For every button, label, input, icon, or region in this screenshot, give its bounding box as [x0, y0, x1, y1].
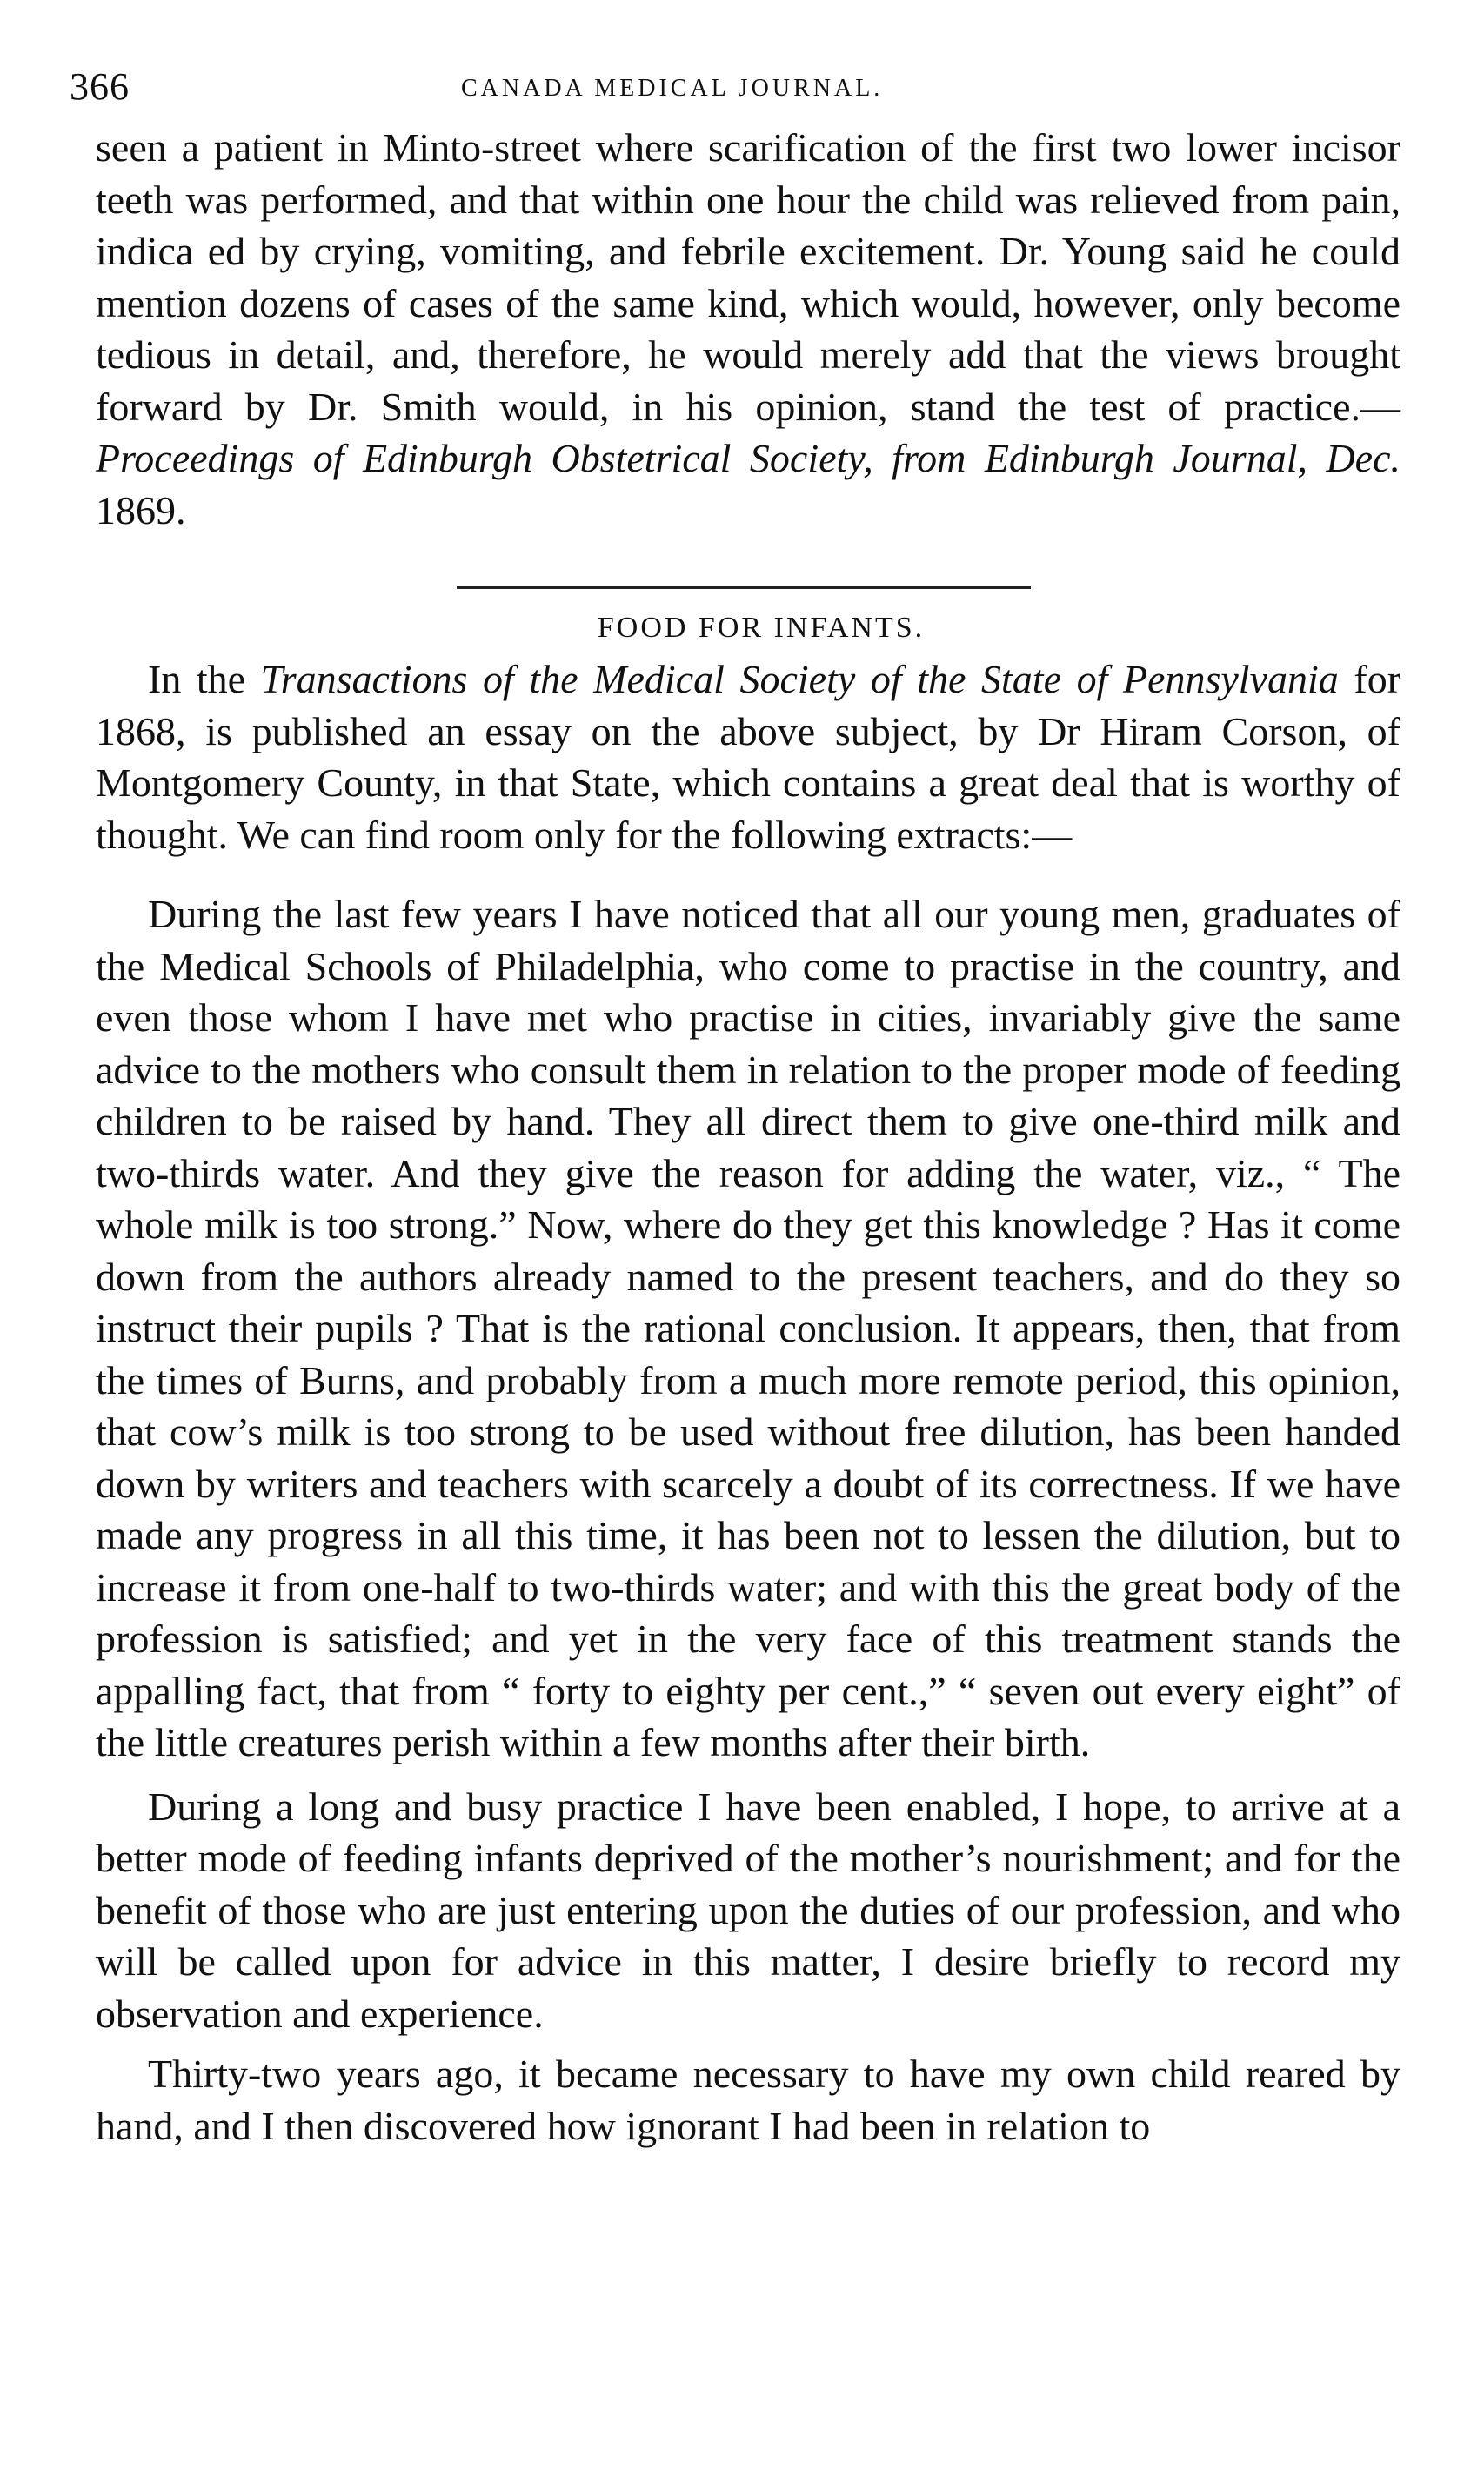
- intro-publication-title: Transactions of the Medical Society of the State of Pennsylvania: [260, 657, 1339, 701]
- section-heading: FOOD FOR INFANTS.: [597, 612, 926, 644]
- running-header: [70, 61, 1400, 122]
- citation-year: 1869.: [96, 487, 186, 532]
- body-paragraph-2: During a long and busy practice I have been enabled, I hope, to arrive at a better mode of feeding infants deprived of the mother’s nourishment; and for the benefit of those who are just entering upon the duties of our profession, and who will be called upon for advice in this matter, I desire briefly to record my observation and experience.: [96, 1784, 1400, 2036]
- continued-paragraph-text: seen a patient in Minto-street where scarification of the first two lower incisor teeth was performed, and that within one hour the child was relieved from pain, indica ed by crying, vomiting, and febrile excitement. Dr. Young said he could mention dozens of cases of the same kind, which would, however, only become tedious in detail, and, therefore, he would merely add that the views brought forward by Dr. Smith would, in his opinion, stand the test of practice.—: [96, 125, 1400, 429]
- page-number: 366: [70, 65, 130, 108]
- journal-title: CANADA MEDICAL JOURNAL.: [461, 75, 884, 102]
- citation: Proceedings of Edinburgh Obstetrical Society, from Edinburgh Journal, Dec.: [96, 436, 1400, 480]
- body-paragraph-1: During the last few years I have noticed that all our young men, graduates of the Medical Schools of Philadelphia, who come to practise in the country, and even those whom I have met who practise in cities, invariably give the same advice to the mothers who consult them in relation to the proper mode of feeding children to be raised by hand. They all direct them to give one-third milk and two-thirds water. And they give the reason for adding the water, viz., “ The whole milk is too strong.” Now, where do they get this knowledge ? Has it come down from the authors already named to the present teachers, and do they so instruct their pupils ? That is the rational conclusion. It appears, then, that from the times of Burns, and probably from a much more remote period, this opinion, that cow’s milk is too strong to be used without free dilution, has been handed down by writers and teachers with scarcely a doubt of its correctness. If we have made any progress in all this time, it has been not to lessen the dilution, but to increase it from one-half to two-thirds water; and with this the great body of the profession is satisfied; and yet in the very face of this treatment stands the appalling fact, that from “ forty to eighty per cent.,” “ seven out every eight” of the little creatures perish within a few months after their birth.: [96, 892, 1400, 1764]
- intro-paragraph: [96, 653, 1400, 860]
- continued-paragraph: [96, 122, 1400, 536]
- body-paragraph-3: Thirty-two years ago, it became necessary to have my own child reared by hand, and I then discovered how ignorant I had been in relation to: [96, 2052, 1400, 2148]
- intro-text-end: for 1868, is published an essay on the above subject, by Dr Hiram Corson, of Montgomery County, in that State, which contains a great deal that is worthy of thought. We can find room only for the following extracts:—: [96, 657, 1401, 857]
- intro-text-start: In the: [148, 657, 261, 701]
- document-page: [70, 61, 1401, 2152]
- section-divider: [457, 586, 1031, 589]
